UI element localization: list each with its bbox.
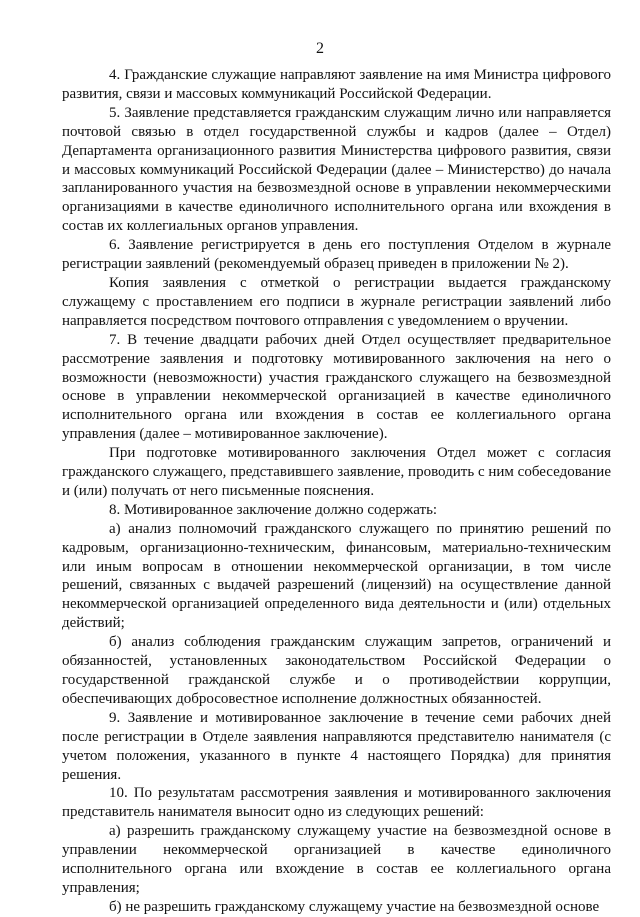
- paragraph-6: 6. Заявление регистрируется в день его поступления Отделом в журнале регистрации заявлений (рекомендуемый образец приведен в приложении № 2).: [62, 237, 611, 273]
- paragraph-5: 5. Заявление представляется гражданским служащим лично или направляется почтовой связью в отдел государственной службы и кадров (далее – Отдел) Департамента организационного развития Министерства цифрового развития, связи и массовых коммуникаций Российской Федерации (далее – Министерство) до начала запланированного участия на безвозмездной основе в управлении некоммерческими организациями в качестве единоличного исполнительного органа или вхождения в состав их коллегиальных органов управления.: [62, 104, 611, 235]
- paragraph-6-copy: Копия заявления с отметкой о регистрации выдается гражданскому служащему с проставлением его подписи в журнале регистрации заявлений либо направляется посредством почтового отправления с уведомлением о вручении.: [62, 274, 611, 329]
- paragraph-4: 4. Гражданские служащие направляют заявление на имя Министра цифрового развития, связи и массовых коммуникаций Российской Федерации.: [62, 67, 611, 102]
- paragraph-8-a: а) анализ полномочий гражданского служащего по принятию решений по кадровым, организационно-техническим, финансовым, материально-техническим или иным вопросам в отношении некоммерческой организации, в том числе решений, связанных с выдачей разрешений (лицензий) на осуществление данной некоммерческой организацией определенного вида деятельности и (или) отдельных действий;: [62, 520, 611, 632]
- paragraph-9: 9. Заявление и мотивированное заключение в течение семи рабочих дней после регистрации в Отделе заявления направляются представителю нанимателя (с учетом положения, указанного в пункте 4 настоящего Порядка) для принятия решения.: [62, 709, 611, 783]
- paragraph-10-a: а) разрешить гражданскому служащему участие на безвозмездной основе в управлении некоммерческой организацией в качестве единоличного исполнительного органа или вхождение в состав ее коллегиального органа управления;: [62, 823, 611, 896]
- paragraph-7: 7. В течение двадцати рабочих дней Отдел осуществляет предварительное рассмотрение заявления и подготовку мотивированного заключения на него о возможности (невозможности) участия гражданского служащего на безвозмездной основе в управлении некоммерческой организацией в качестве единоличного исполнительного органа или вхождения в состав ее коллегиального органа управления (далее – мотивированное заключение).: [62, 331, 611, 443]
- paragraph-10-b: б) не разрешить гражданскому служащему участие на безвозмездной основе: [109, 898, 600, 915]
- page-number: 2: [316, 40, 324, 57]
- paragraph-10: 10. По результатам рассмотрения заявления и мотивированного заключения представитель нанимателя выносит одно из следующих решений:: [62, 785, 611, 821]
- paragraph-8-b: б) анализ соблюдения гражданским служащим запретов, ограничений и обязанностей, установленных законодательством Российской Федерации о государственной гражданской службе и о противодействии коррупции, обеспечивающих добросовестное исполнение должностных обязанностей.: [62, 634, 611, 707]
- document-body: [62, 66, 611, 917]
- paragraph-7-interview: При подготовке мотивированного заключения Отдел может с согласия гражданского служащего, представившего заявление, проводить с ним собеседование и (или) получать от него письменные пояснения.: [62, 445, 611, 499]
- paragraph-8: 8. Мотивированное заключение должно содержать:: [109, 501, 438, 518]
